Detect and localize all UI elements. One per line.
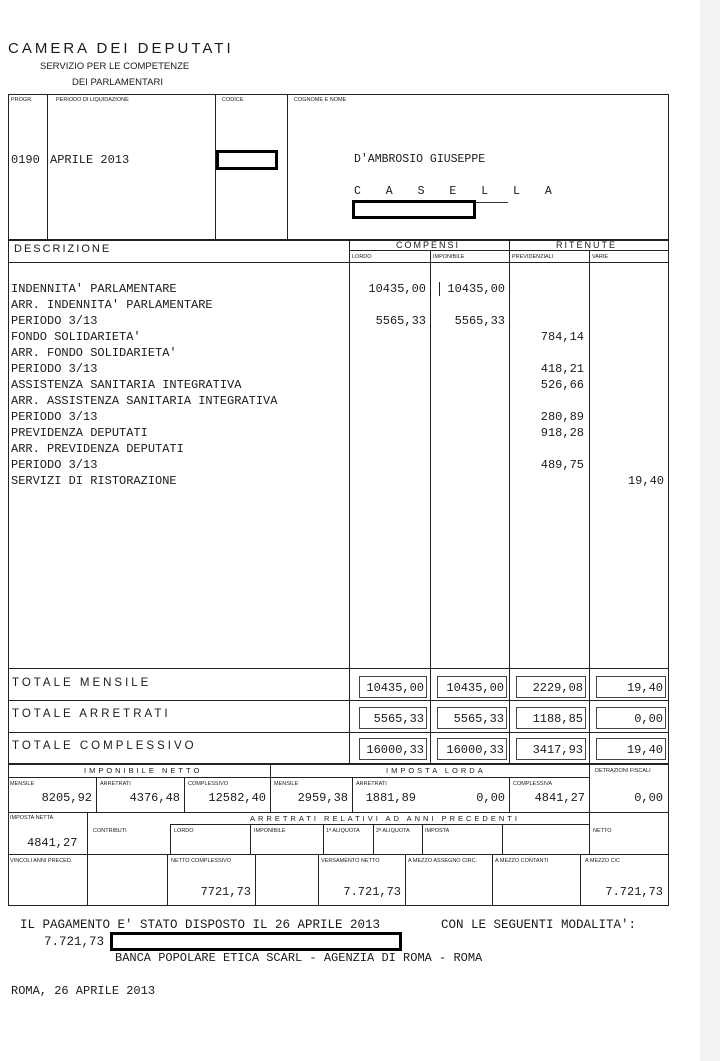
- row-desc: SERVIZI DI RISTORAZIONE: [11, 474, 177, 488]
- identity-box: [8, 94, 669, 240]
- imp-lorda-extra: 0,00: [476, 791, 505, 805]
- imp-lorda-mensile-label: MENSILE: [274, 781, 299, 787]
- totale-complessivo-prev: 3417,93: [532, 743, 583, 757]
- imp-lorda-complessiva: 4841,27: [534, 791, 585, 805]
- row-desc: PREVIDENZA DEPUTATI: [11, 426, 148, 440]
- imp-netto-arretrati-label: ARRETRATI: [100, 781, 131, 787]
- service-line-1: SERVIZIO PER LE COMPETENZE: [40, 61, 190, 72]
- lordo-header: LORDO: [352, 254, 372, 260]
- totale-mensile-lordo: 10435,00: [366, 681, 424, 695]
- row-prev: 489,75: [540, 458, 584, 472]
- row-imponibile: 10435,00: [447, 282, 505, 296]
- totale-complessivo-imponibile: 16000,33: [446, 743, 504, 757]
- ritenute-header: RITENUTE: [556, 240, 617, 250]
- row-prev: 918,28: [540, 426, 584, 440]
- totale-mensile-imponibile: 10435,00: [446, 681, 504, 695]
- row-prev: 280,89: [540, 410, 584, 424]
- casella-label: C A S E L L A: [354, 185, 561, 198]
- totale-complessivo-varie: 19,40: [626, 743, 663, 757]
- place-date: ROMA, 26 APRILE 2013: [11, 984, 156, 998]
- detrazioni-label: DETRAZIONI FISCALI: [595, 768, 651, 774]
- assegno-label: A MEZZO ASSEGNO CIRC.: [408, 858, 478, 864]
- cc-label: A MEZZO C/C: [585, 858, 621, 864]
- row-desc: PERIODO 3/13: [11, 362, 98, 376]
- row-desc: INDENNITA' PARLAMENTARE: [11, 282, 177, 296]
- row-desc: ASSISTENZA SANITARIA INTEGRATIVA: [11, 378, 242, 392]
- arr-netto-label: NETTO: [593, 828, 612, 834]
- totale-arretrati-lordo: 5565,33: [373, 712, 424, 726]
- row-desc: ARR. PREVIDENZA DEPUTATI: [11, 442, 184, 456]
- arr-imposta-label: IMPOSTA: [425, 828, 450, 834]
- totale-arretrati-varie: 0,00: [634, 712, 663, 726]
- row-prev: 526,66: [540, 378, 584, 392]
- descrizione-header: DESCRIZIONE: [14, 243, 112, 255]
- org-title: CAMERA DEI DEPUTATI: [8, 40, 234, 57]
- payment-statement: IL PAGAMENTO E' STATO DISPOSTO IL 26 APRILE 2013: [20, 918, 381, 932]
- cognome-label: COGNOME E NOME: [294, 97, 347, 103]
- imp-lorda-arretrati-label: ARRETRATI: [356, 781, 387, 787]
- row-desc: ARR. FONDO SOLIDARIETA': [11, 346, 177, 360]
- row-prev: 784,14: [540, 330, 584, 344]
- progr-label: PROGR.: [11, 97, 33, 103]
- row-varie: 19,40: [627, 474, 664, 488]
- totale-arretrati-prev: 1188,85: [532, 712, 583, 726]
- versamento-netto-label: VERSAMENTO NETTO: [321, 858, 380, 864]
- imposta-netta-label: IMPOSTA NETTA: [10, 815, 54, 821]
- deputy-name: D'AMBROSIO GIUSEPPE: [354, 153, 486, 166]
- aliquota2-label: 2ª ALIQUOTA: [376, 828, 410, 834]
- imp-netto-arretrati: 4376,48: [129, 791, 180, 805]
- varie-header: VARIE: [592, 254, 609, 260]
- totale-mensile-varie: 19,40: [626, 681, 663, 695]
- casella-redaction: [352, 200, 476, 219]
- row-desc: PERIODO 3/13: [11, 458, 98, 472]
- imp-netto-complessivo-label: COMPLESSIVO: [188, 781, 229, 787]
- imp-netto-mensile-label: MENSILE: [10, 781, 35, 787]
- detrazioni-value: 0,00: [634, 791, 663, 805]
- row-lordo: 10435,00: [368, 282, 426, 296]
- netto-complessivo-label: NETTO COMPLESSIVO: [171, 858, 232, 864]
- codice-redaction: [216, 150, 278, 170]
- totale-mensile-prev: 2229,08: [532, 681, 583, 695]
- netto-complessivo: 7721,73: [200, 885, 251, 899]
- imp-netto-complessivo: 12582,40: [208, 791, 266, 805]
- imposta-lorda-title: IMPOSTA LORDA: [386, 766, 486, 775]
- arr-lordo-label: LORDO: [174, 828, 194, 834]
- periodo-label: PERIODO DI LIQUIDAZIONE: [56, 97, 129, 103]
- row-desc: PERIODO 3/13: [11, 314, 98, 328]
- totale-arretrati-imponibile: 5565,33: [453, 712, 504, 726]
- imposta-netta-value: 4841,27: [27, 836, 78, 850]
- imponibile-header: IMPONIBILE: [433, 254, 465, 260]
- payment-modalities: CON LE SEGUENTI MODALITA':: [441, 918, 637, 932]
- page-edge: [700, 0, 720, 1061]
- totale-complessivo-label: TOTALE COMPLESSIVO: [12, 740, 197, 752]
- iban-redaction: [110, 932, 402, 951]
- arr-imponibile-label: IMPONIBILE: [254, 828, 286, 834]
- cc-value: 7.721,73: [605, 885, 663, 899]
- contributi-label: CONTRIBUTI: [93, 828, 127, 834]
- row-desc: ARR. INDENNITA' PARLAMENTARE: [11, 298, 213, 312]
- imp-lorda-arretrati: 1881,89: [365, 791, 416, 805]
- row-lordo: 5565,33: [375, 314, 426, 328]
- contanti-label: A MEZZO CONTANTI: [495, 858, 549, 864]
- imponibile-netto-title: IMPONIBILE NETTO: [84, 766, 203, 775]
- versamento-netto: 7.721,73: [343, 885, 401, 899]
- progr-value: 0190: [11, 153, 40, 167]
- totale-complessivo-lordo: 16000,33: [366, 743, 424, 757]
- row-desc: FONDO SOLIDARIETA': [11, 330, 141, 344]
- payment-amount: 7.721,73: [44, 935, 105, 949]
- periodo-value: APRILE 2013: [50, 153, 130, 167]
- previdenziali-header: PREVIDENZIALI: [512, 254, 554, 260]
- imp-netto-mensile: 8205,92: [41, 791, 92, 805]
- row-prev: 418,21: [540, 362, 584, 376]
- service-line-2: DEI PARLAMENTARI: [72, 77, 163, 88]
- row-desc: PERIODO 3/13: [11, 410, 98, 424]
- aliquota1-label: 1ª ALIQUOTA: [326, 828, 360, 834]
- codice-label: CODICE: [222, 97, 244, 103]
- totale-arretrati-label: TOTALE ARRETRATI: [12, 708, 171, 720]
- imp-lorda-complessiva-label: COMPLESSIVA: [513, 781, 553, 787]
- arretrati-precedenti-title: ARRETRATI RELATIVI AD ANNI PRECEDENTI: [250, 814, 520, 823]
- row-desc: ARR. ASSISTENZA SANITARIA INTEGRATIVA: [11, 394, 278, 408]
- totale-mensile-label: TOTALE MENSILE: [12, 677, 152, 689]
- vincoli-label: VINCOLI ANNI PRECED.: [10, 858, 73, 864]
- imp-lorda-mensile: 2959,38: [297, 791, 348, 805]
- bank-name: BANCA POPOLARE ETICA SCARL - AGENZIA DI ROMA - ROMA: [115, 951, 483, 965]
- compensi-header: COMPENSI: [396, 240, 461, 250]
- row-imponibile: 5565,33: [454, 314, 505, 328]
- text-cursor: [439, 282, 440, 296]
